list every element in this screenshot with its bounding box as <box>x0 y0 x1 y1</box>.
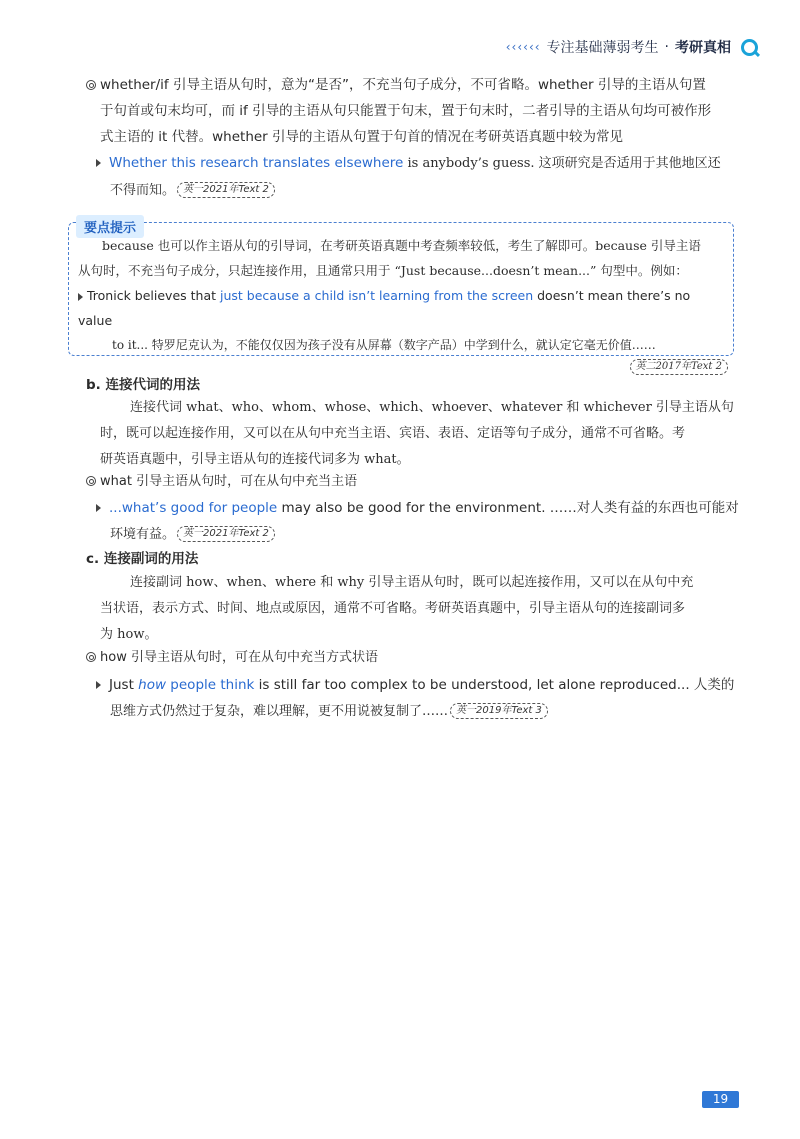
example-translation: 环境有益。 <box>110 527 176 542</box>
search-icon <box>741 39 758 56</box>
what-example <box>96 495 746 548</box>
body-line: 连接代词 what、who、whom、whose、which、whoever、whatever 和 whichever 引导主语从句 <box>130 400 734 415</box>
bullet-icon <box>96 681 101 689</box>
tip-content <box>78 233 728 375</box>
example-how: how <box>138 677 167 693</box>
example-highlight: ...what’s good for people <box>109 500 278 516</box>
note-line: whether/if 引导主语从句时，意为“是否”，不充当句子成分，不可省略。whether 引导的主语从句置 <box>100 77 706 93</box>
tip-line: because 也可以作主语从句的引导词，在考研英语真题中考查频率较低，考生了解即可。because 引导主语 <box>102 238 701 253</box>
running-header <box>506 34 758 60</box>
tip-example-post: doesn’t mean there’s no value <box>78 288 691 328</box>
body-line: 连接副词 how、when、where 和 why 引导主语从句时，既可以起连接作用，又可以在从句中充 <box>130 575 694 590</box>
double-circle-icon <box>86 652 96 662</box>
example-rest: may also be good for the environment. ……对人类有益的东西也可能对 <box>277 500 739 516</box>
header-separator: · <box>664 39 669 55</box>
section-c-heading: c. 连接副词的用法 <box>86 551 199 567</box>
tip-example-translation: to it... 特罗尼克认为，不能仅仅因为孩子没有从屏幕（数字产品）中学到什么，就认定它毫无价值…… <box>112 338 656 352</box>
tip-example-highlight: just because a child isn’t learning from the screen <box>219 288 534 303</box>
whether-note <box>86 72 746 150</box>
source-tag: 英一2019年Text 3 <box>450 703 548 719</box>
example-pre: Just <box>109 677 139 693</box>
source-tag: 英一2021年Text 2 <box>177 526 275 542</box>
source-tag: 英一2021年Text 2 <box>177 182 275 198</box>
example-highlight: people think <box>166 677 255 693</box>
section-c-body <box>100 570 748 648</box>
double-circle-icon <box>86 80 96 90</box>
note-text: what 引导主语从句时，可在从句中充当主语 <box>100 474 358 489</box>
header-slogan-b: 考研真相 <box>675 40 731 56</box>
bullet-icon <box>96 504 101 512</box>
whether-example <box>96 150 746 204</box>
example-translation: 不得而知。 <box>110 183 176 198</box>
example-translation: 思维方式仍然过于复杂，难以理解，更不用说被复制了…… <box>110 704 449 719</box>
bullet-icon <box>96 159 101 167</box>
body-line: 时，既可以起连接作用，又可以在从句中充当主语、宾语、表语、定语等句子成分，通常不可省略。考 <box>100 426 686 441</box>
note-text: how 引导主语从句时，可在从句中充当方式状语 <box>100 650 378 665</box>
tip-title: 要点提示 <box>76 215 144 238</box>
example-rest: is still far too complex to be understood, let alone reproduced... 人类的 <box>254 677 735 693</box>
how-note <box>86 645 378 671</box>
body-line: 当状语，表示方式、时间、地点或原因，通常不可省略。考研英语真题中，引导主语从句的连接副词多 <box>100 601 686 616</box>
section-b-heading: b. 连接代词的用法 <box>86 377 200 393</box>
body-line: 研英语真题中，引导主语从句的连接代词多为 what。 <box>100 452 410 467</box>
how-example <box>96 672 746 725</box>
note-line: 于句首或句末均可，而 if 引导的主语从句只能置于句末，置于句末时，二者引导的主语从句均可被作形 <box>100 103 712 119</box>
bullet-icon <box>78 293 83 301</box>
example-highlight: Whether this research translates elsewhere <box>109 155 404 171</box>
header-slogan-a: 专注基础薄弱考生 <box>546 40 659 56</box>
double-circle-icon <box>86 476 96 486</box>
note-line: 式主语的 it 代替。whether 引导的主语从句置于句首的情况在考研英语真题中较为常见 <box>100 129 624 145</box>
body-line: 为 how。 <box>100 627 158 642</box>
example-rest: is anybody’s guess. 这项研究是否适用于其他地区还 <box>403 156 721 171</box>
tip-example-pre: Tronick believes that <box>87 288 220 303</box>
section-b-body <box>100 395 748 473</box>
tip-line: 从句时，不充当句子成分，只起连接作用，且通常只用于 “Just because...doesn’t mean...” 句型中。例如： <box>78 263 688 278</box>
source-tag: 英二2017年Text 2 <box>630 359 728 375</box>
chevrons-icon: ‹‹‹‹‹‹ <box>505 40 541 54</box>
page-number: 19 <box>702 1091 739 1108</box>
what-note <box>86 469 357 495</box>
